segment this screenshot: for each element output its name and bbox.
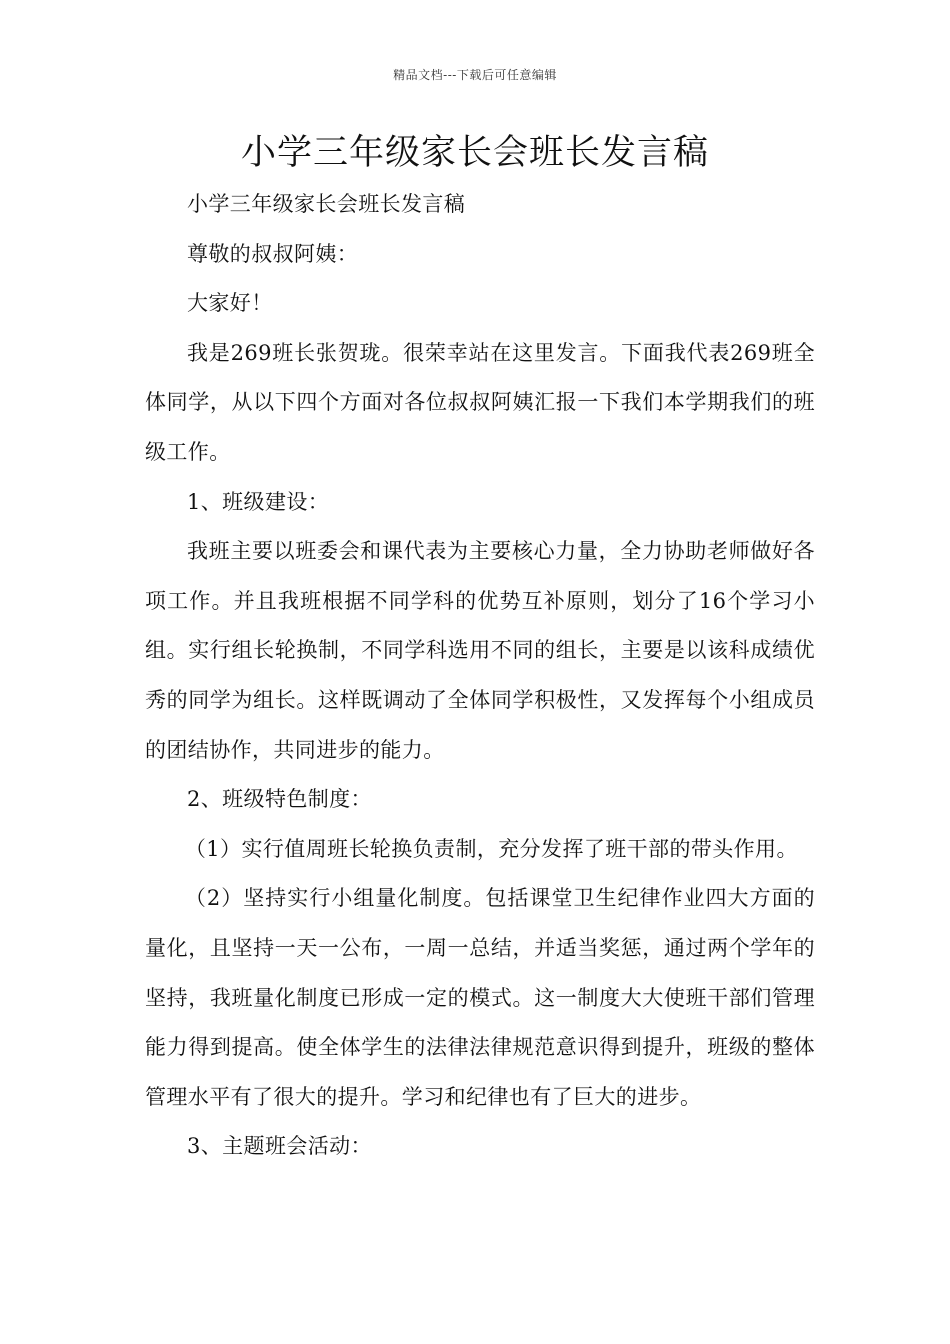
paragraph-class-building: 我班主要以班委会和课代表为主要核心力量，全力协助老师做好各项工作。并且我班根据不同学科的优势互补原则，划分了16个学习小组。实行组长轮换制，不同学科选用不同的组长，主要是以该科成绩优秀的同学为组长。这样既调动了全体同学积极性，又发挥每个小组成员的团结协作，共同进步的能力。 <box>145 539 815 762</box>
paragraph-salutation: 尊敬的叔叔阿姨： <box>187 241 359 266</box>
header-note: 精品文档---下载后可任意编辑 <box>393 68 557 82</box>
document-title: 小学三年级家长会班长发言稿 <box>240 133 709 173</box>
paragraph-item-2: （2）坚持实行小组量化制度。包括课堂卫生纪律作业四大方面的量化，且坚持一天一公布，一周一总结，并适当奖惩，通过两个学年的坚持，我班量化制度已形成一定的模式。这一制度大大使班干部们管理能力得到提高。使全体学生的法律法律规范意识得到提升，班级的整体管理水平有了很大的提升。学习和纪律也有了巨大的进步。 <box>145 886 815 1109</box>
section-heading-2: 2、班级特色制度： <box>187 787 372 812</box>
section-heading-3: 3、主题班会活动： <box>187 1134 372 1159</box>
paragraph-subtitle: 小学三年级家长会班长发言稿 <box>187 192 466 216</box>
paragraph-item-1: （1）实行值周班长轮换负责制，充分发挥了班干部的带头作用。 <box>184 836 798 861</box>
section-heading-1: 1、班级建设： <box>187 489 330 514</box>
paragraph-greeting: 大家好！ <box>187 291 273 316</box>
paragraph-intro: 我是269班长张贺珑。很荣幸站在这里发言。下面我代表269班全体同学，从以下四个方面对各位叔叔阿姨汇报一下我们本学期我们的班级工作。 <box>145 340 815 464</box>
document-body <box>145 180 815 1172</box>
